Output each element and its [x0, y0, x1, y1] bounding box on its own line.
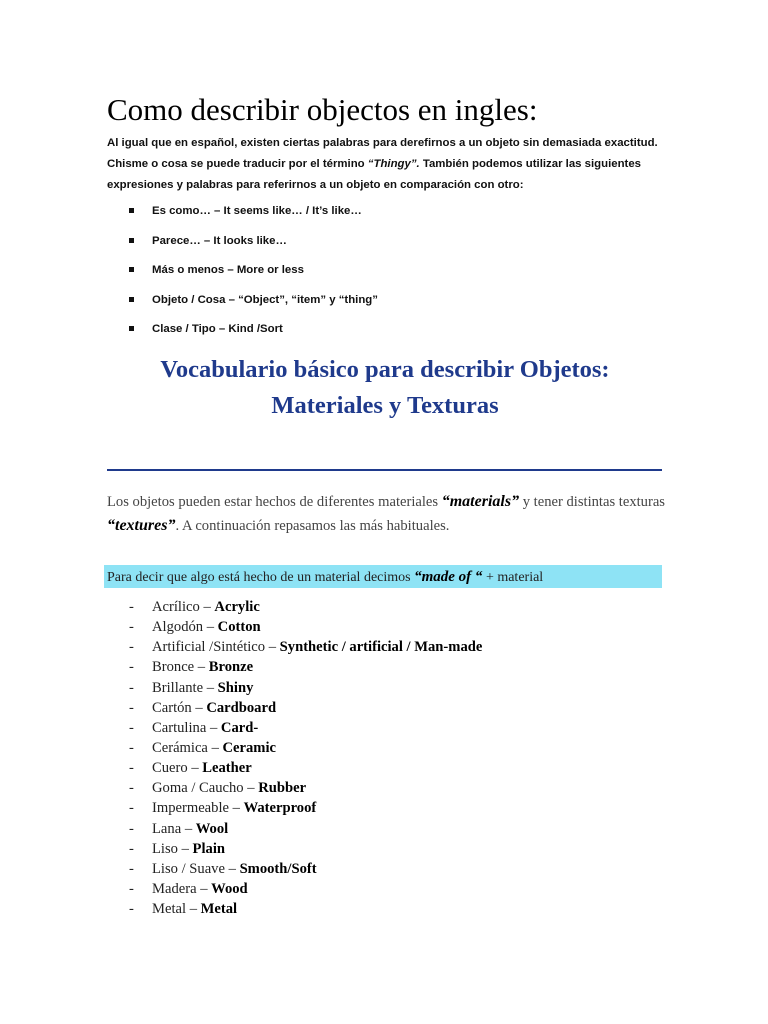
materials-term: “materials”: [441, 493, 520, 510]
material-item: - Metal – Metal: [129, 901, 238, 918]
material-english: Waterproof: [243, 800, 317, 817]
vocabulary-heading-line-2: Materiales y Texturas: [271, 392, 499, 419]
vocabulary-heading: [107, 352, 663, 424]
material-item: - Impermeable – Waterproof: [129, 800, 317, 817]
material-item: - Algodón – Cotton: [129, 619, 261, 636]
material-spanish: Cuero: [152, 760, 188, 777]
material-item: - Madera – Wood: [129, 880, 248, 897]
page-title: Como describir objectos en ingles:: [107, 92, 538, 127]
material-spanish: Lana: [152, 820, 182, 837]
vocabulary-heading-line-1: Vocabulario básico para describir Objetos:: [160, 356, 610, 383]
square-bullet-icon: [129, 297, 134, 302]
square-bullet-icon: [129, 267, 134, 272]
material-item: - Brillante – Shiny: [129, 679, 254, 696]
material-english: Metal: [200, 901, 238, 918]
material-english: Rubber: [258, 780, 307, 797]
expression-list: [107, 197, 667, 345]
material-item: - Lana – Wool: [129, 820, 229, 837]
material-spanish: Cartón: [152, 699, 192, 716]
material-item: - Acrílico – Acrylic: [129, 599, 260, 615]
material-spanish: Brillante: [152, 679, 204, 696]
material-spanish: Cerámica: [152, 739, 208, 756]
material-spanish: Cartulina: [152, 719, 207, 736]
expression-text: Parece… – It looks like…: [152, 234, 287, 247]
material-english: Cardboard: [206, 699, 277, 716]
description-text-1: Los objetos pueden estar hechos de diferentes materiales: [107, 494, 442, 510]
textures-term: “textures”: [107, 517, 176, 534]
material-english: Bronze: [208, 659, 254, 676]
expression-text: Es como… – It seems like… / It’s like…: [152, 205, 362, 217]
description-text-2: y tener distintas texturas: [519, 494, 665, 510]
intro-paragraph: [107, 133, 667, 196]
material-english: Ceramic: [222, 739, 276, 756]
material-spanish: Goma / Caucho: [152, 780, 244, 797]
material-item: - Liso – Plain: [129, 840, 225, 857]
material-item: - Cuero – Leather: [129, 760, 252, 777]
intro-text-2: También podemos utilizar las siguientes expresiones y palabras para referirnos a un objeto en comparación con otro:: [107, 158, 642, 191]
expression-text: Más o menos – More or less: [152, 264, 304, 276]
expression-item: [107, 197, 667, 227]
material-spanish: Liso: [152, 840, 178, 857]
materials-description: [107, 490, 667, 538]
materials-list: [129, 597, 669, 919]
square-bullet-icon: [129, 208, 134, 213]
material-english: Wool: [195, 820, 229, 837]
expression-item: [107, 256, 667, 286]
material-spanish: Algodón: [152, 619, 204, 636]
made-of-term: “made of “: [414, 569, 483, 585]
material-item: - Goma / Caucho – Rubber: [129, 780, 307, 797]
square-bullet-icon: [129, 326, 134, 331]
material-spanish: Metal: [152, 901, 187, 918]
material-english: Acrylic: [214, 599, 260, 615]
description-text-3: . A continuación repasamos las más habituales.: [175, 518, 450, 534]
material-item: - Cerámica – Ceramic: [129, 739, 276, 756]
material-spanish: Madera: [152, 880, 197, 897]
square-bullet-icon: [129, 238, 134, 243]
material-english: Shiny: [217, 679, 254, 696]
material-item: - Liso / Suave – Smooth/Soft: [129, 860, 317, 877]
thingy-term: “Thingy”.: [367, 158, 420, 170]
material-english: Leather: [202, 760, 252, 777]
material-english: Cotton: [217, 619, 261, 636]
expression-item: [107, 227, 667, 257]
intro-text-1: Al igual que en español, existen ciertas palabras para derefirnos a un objeto sin demasiada exactitud. Chisme o cosa se puede traducir por el término: [107, 137, 658, 170]
material-english: Plain: [192, 840, 225, 857]
material-english: Smooth/Soft: [239, 860, 317, 877]
made-of-text-2: + material: [482, 570, 544, 585]
material-item: - Artificial /Sintético – Synthetic / artificial / Man-made: [129, 639, 483, 656]
expression-text: Clase / Tipo – Kind /Sort: [152, 323, 283, 335]
material-spanish: Bronce: [152, 659, 195, 676]
material-english: Wood: [211, 880, 248, 897]
material-english: Synthetic / artificial / Man-made: [279, 639, 483, 656]
material-item: - Cartón – Cardboard: [129, 699, 277, 716]
expression-text: Objeto / Cosa – “Object”, “item” y “thing”: [152, 293, 378, 306]
made-of-text-1: Para decir que algo está hecho de un material decimos: [107, 570, 415, 585]
expression-item: [107, 286, 667, 316]
material-spanish: Impermeable: [152, 800, 229, 817]
material-spanish: Artificial /Sintético: [152, 639, 266, 656]
expression-item: [107, 315, 667, 345]
material-english: Card-: [220, 719, 259, 736]
material-item: - Bronce – Bronze: [129, 659, 254, 676]
material-spanish: Liso / Suave: [152, 860, 225, 877]
heading-divider: [107, 469, 662, 471]
made-of-highlight: [104, 565, 662, 588]
material-spanish: Acrílico: [152, 599, 200, 615]
material-item: - Cartulina – Card-: [129, 719, 259, 736]
